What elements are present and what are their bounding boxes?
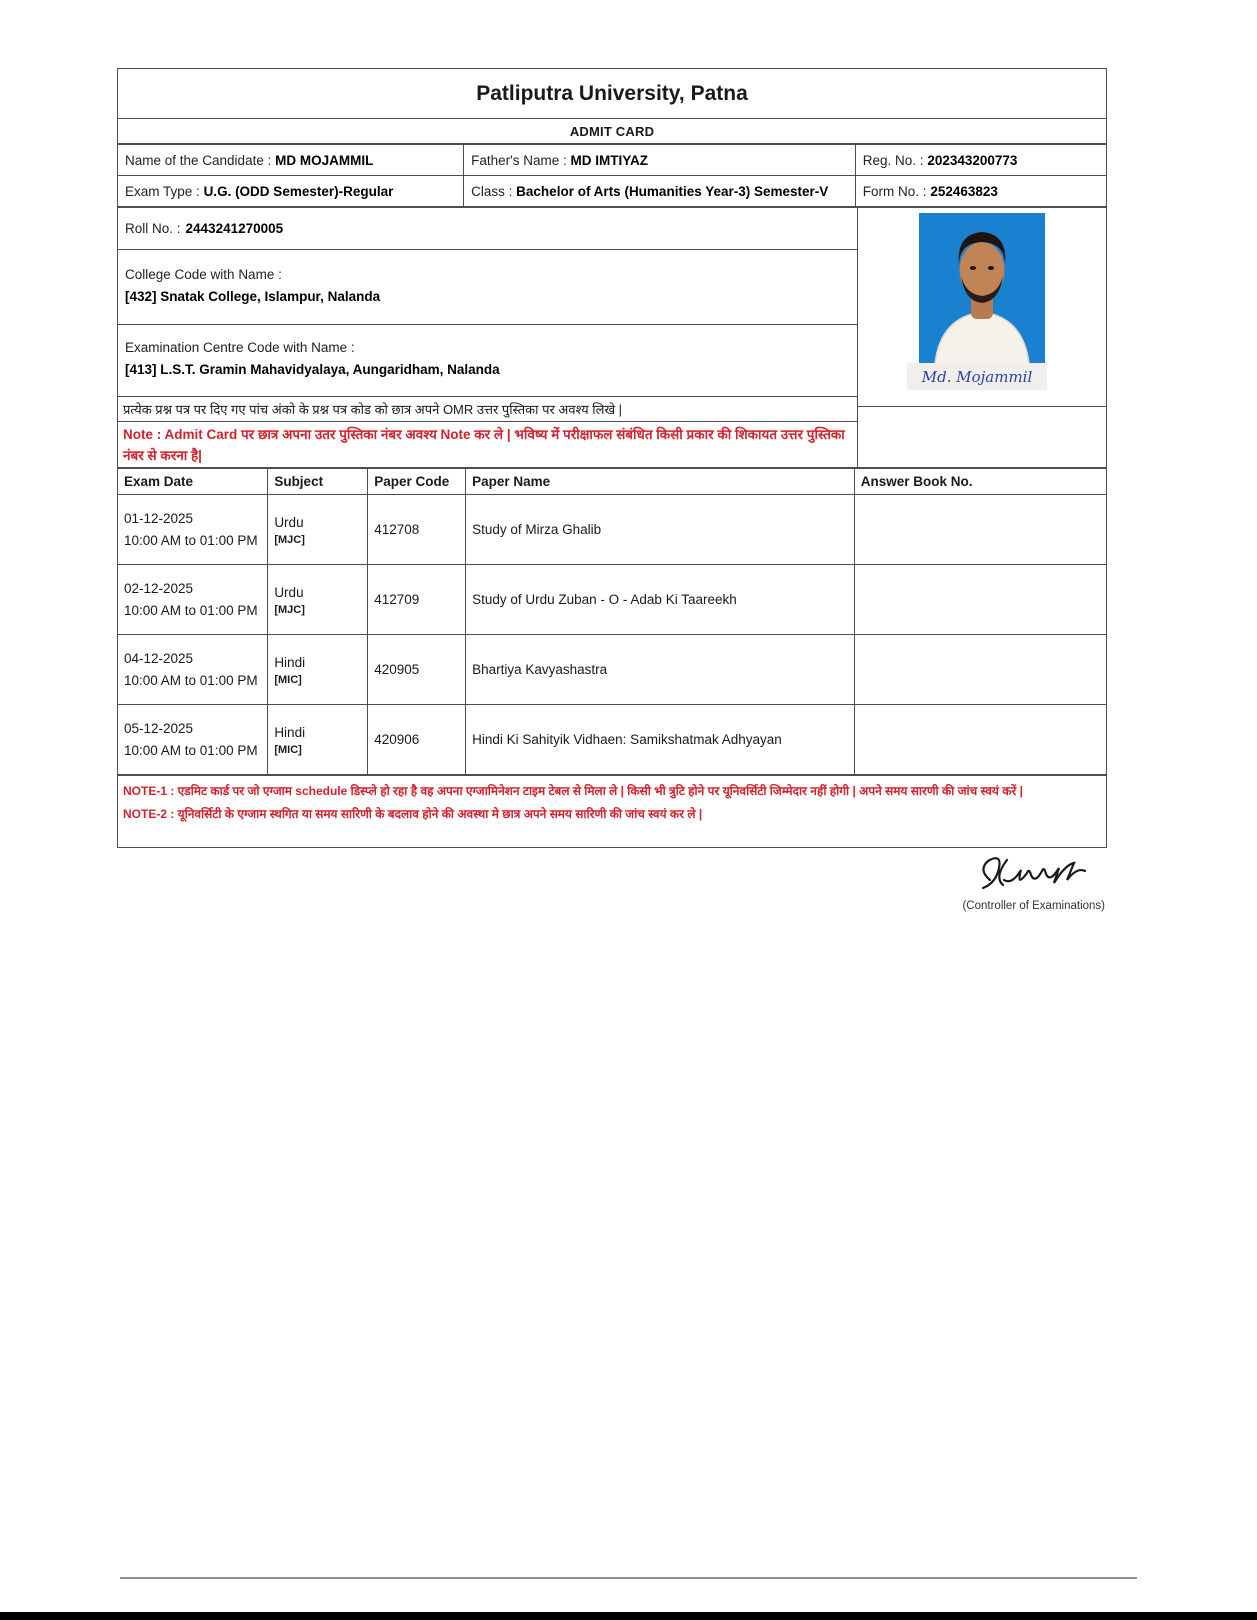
admit-card-heading: ADMIT CARD xyxy=(569,123,655,139)
details-photo-section xyxy=(117,207,1107,468)
subject-cell xyxy=(268,565,368,635)
exam-centre-row xyxy=(118,325,857,397)
exam-schedule-table xyxy=(117,468,1107,775)
note-2: NOTE-2 : यूनिवर्सिटी के एग्जाम स्थगित या समय सारिणी के बदलाव होने की अवस्था मे छात्र अपने समय सारिणी की जांच स्वयं कर ले | xyxy=(123,807,703,822)
notes-box xyxy=(117,775,1107,848)
class-label: Class : xyxy=(471,183,513,199)
exam-date-cell xyxy=(118,635,268,705)
exam-type-value: U.G. (ODD Semester)-Regular xyxy=(203,183,394,199)
paper-code-cell: 420905 xyxy=(368,635,466,705)
exam-type-cell xyxy=(118,176,464,207)
form-no-value: 252463823 xyxy=(930,183,998,199)
college-label: College Code with Name : xyxy=(125,267,282,282)
subject-name: Urdu xyxy=(274,515,304,531)
exam-date-cell xyxy=(118,495,268,565)
subject-type: [MJC] xyxy=(274,603,305,616)
subject-type: [MIC] xyxy=(274,673,302,686)
table-row xyxy=(118,705,1107,775)
candidate-name-label: Name of the Candidate : xyxy=(125,152,272,168)
exam-time: 10:00 AM to 01:00 PM xyxy=(124,532,258,548)
exam-date: 01-12-2025 xyxy=(124,510,194,526)
subject-cell xyxy=(268,635,368,705)
table-row xyxy=(118,635,1107,705)
paper-name-cell: Study of Urdu Zuban - O - Adab Ki Taareekh xyxy=(466,565,855,635)
subject-name: Hindi xyxy=(274,725,306,741)
table-header-row xyxy=(118,469,1107,495)
controller-label: (Controller of Examinations) xyxy=(962,900,1105,912)
table-row xyxy=(118,176,1107,207)
answer-book-no-cell xyxy=(854,635,1106,705)
subject-cell xyxy=(268,495,368,565)
father-name-value: MD IMTIYAZ xyxy=(570,152,649,168)
note-1: NOTE-1 : एडमिट कार्ड पर जो एग्जाम schedule डिस्प्ले हो रहा है वह अपना एग्जामिनेशन टाइम टेबल से मिला ले | किसी भी त्रुटि होने पर यूनिवर्सिटी जिम्मेदार नहीं होगी | अपने समय सारणी की जांच स्वयं करें | xyxy=(123,784,1024,798)
controller-signature-icon xyxy=(970,850,1095,898)
form-no-label: Form No. : xyxy=(862,183,927,199)
exam-time: 10:00 AM to 01:00 PM xyxy=(124,602,258,618)
subject-type: [MJC] xyxy=(274,533,305,546)
exam-date: 02-12-2025 xyxy=(124,580,194,596)
father-name-cell xyxy=(464,145,856,176)
red-note-row: Note : Admit Card पर छात्र अपना उतर पुस्तिका नंबर अवश्य Note कर ले | भविष्य में परीक्षाफल संबंधित किसी प्रकार की शिकायत उत्तर पुस्तिका नंबर से करना है| xyxy=(123,427,845,463)
photo-signature-text: Md. Mojammil xyxy=(921,368,1033,386)
candidate-info-table xyxy=(117,144,1107,207)
photo-signature-icon xyxy=(907,363,1047,390)
father-name-label: Father's Name : xyxy=(471,152,567,168)
answer-book-blank-cell xyxy=(858,407,1107,467)
paper-name-cell: Hindi Ki Sahityik Vidhaen: Samikshatmak Adhyayan xyxy=(466,705,855,775)
answer-book-no-cell xyxy=(854,705,1106,775)
header-box xyxy=(117,68,1107,144)
candidate-name-value: MD MOJAMMIL xyxy=(275,152,374,168)
paper-code-cell: 412709 xyxy=(368,565,466,635)
table-row xyxy=(118,495,1107,565)
university-title: Patliputra University, Patna xyxy=(118,69,1106,119)
page-bottom-divider xyxy=(120,1577,1137,1579)
answer-book-no-cell xyxy=(854,495,1106,565)
paper-name-cell: Study of Mirza Ghalib xyxy=(466,495,855,565)
exam-date-cell xyxy=(118,705,268,775)
col-paper-code: Paper Code xyxy=(368,469,466,495)
subject-type: [MIC] xyxy=(274,743,302,756)
paper-code-cell: 412708 xyxy=(368,495,466,565)
page-bottom-bar xyxy=(0,1612,1257,1620)
answer-book-no-cell xyxy=(854,565,1106,635)
exam-date-cell xyxy=(118,565,268,635)
subject-name: Hindi xyxy=(274,655,306,671)
candidate-photo xyxy=(919,213,1045,363)
college-value: [432] Snatak College, Islampur, Nalanda xyxy=(125,288,381,304)
subject-cell xyxy=(268,705,368,775)
reg-no-cell xyxy=(855,145,1106,176)
omr-instruction-row: प्रत्येक प्रश्न पत्र पर दिए गए पांच अंको के प्रश्न पत्र कोड को छात्र अपने OMR उत्तर पुस्तिका पर अवश्य लिखे | xyxy=(118,397,857,422)
col-exam-date: Exam Date xyxy=(118,469,268,495)
class-value: Bachelor of Arts (Humanities Year-3) Semester-V xyxy=(516,183,829,199)
exam-time: 10:00 AM to 01:00 PM xyxy=(124,742,258,758)
candidate-name-cell xyxy=(118,145,464,176)
col-paper-name: Paper Name xyxy=(466,469,855,495)
reg-no-label: Reg. No. : xyxy=(862,152,924,168)
col-answer-book-no: Answer Book No. xyxy=(854,469,1106,495)
footer-signature-area xyxy=(117,848,1107,922)
exam-centre-label: Examination Centre Code with Name : xyxy=(125,340,355,355)
exam-centre-value: [413] L.S.T. Gramin Mahavidyalaya, Aungaridham, Nalanda xyxy=(125,361,500,377)
paper-name-cell: Bhartiya Kavyashastra xyxy=(466,635,855,705)
paper-code-cell: 420906 xyxy=(368,705,466,775)
table-row xyxy=(118,565,1107,635)
roll-no-label: Roll No. : xyxy=(125,221,181,236)
table-row xyxy=(118,145,1107,176)
college-row xyxy=(118,250,857,325)
exam-date: 04-12-2025 xyxy=(124,650,194,666)
col-subject: Subject xyxy=(268,469,368,495)
class-cell xyxy=(464,176,856,207)
exam-time: 10:00 AM to 01:00 PM xyxy=(124,672,258,688)
roll-no-value: 2443241270005 xyxy=(185,221,284,236)
form-no-cell xyxy=(855,176,1106,207)
candidate-photo-graphic xyxy=(919,213,1045,363)
exam-date: 05-12-2025 xyxy=(124,720,194,736)
details-column xyxy=(118,208,857,467)
admit-card xyxy=(117,68,1107,922)
roll-no-row xyxy=(118,208,857,250)
reg-no-value: 202343200773 xyxy=(927,152,1018,168)
exam-type-label: Exam Type : xyxy=(125,183,200,199)
subject-name: Urdu xyxy=(274,585,304,601)
photo-signature-strip xyxy=(907,363,1047,390)
photo-cell xyxy=(858,208,1107,407)
photo-column xyxy=(857,208,1107,467)
